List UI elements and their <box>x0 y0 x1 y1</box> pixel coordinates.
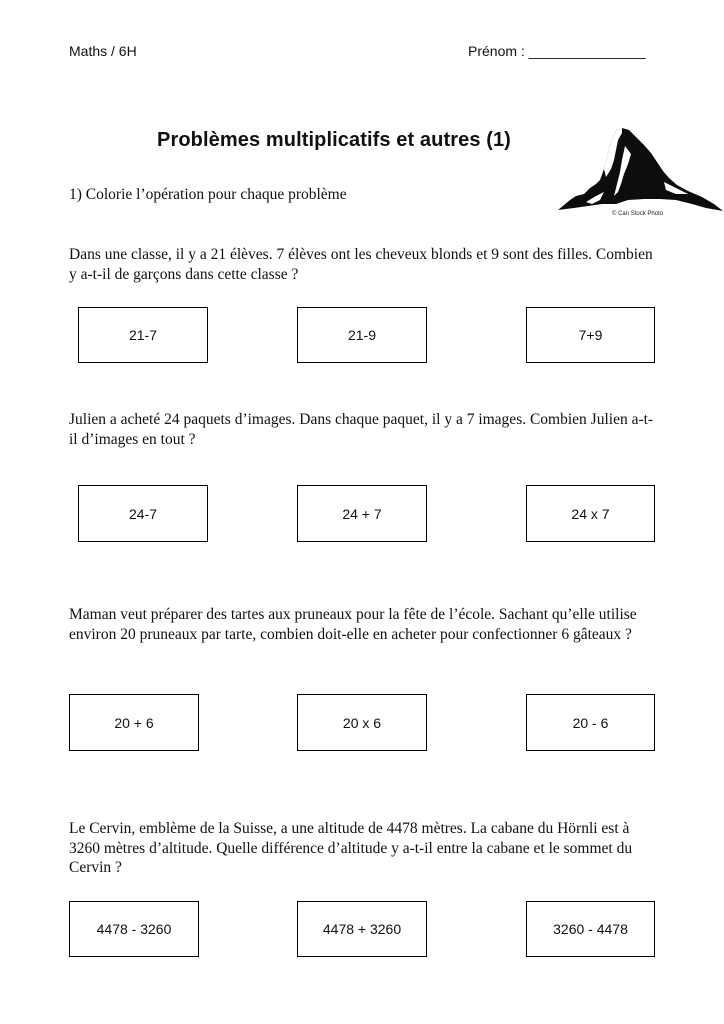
problem-text: Dans une classe, il y a 21 élèves. 7 élèves ont les cheveux blonds et 9 sont des filles. Combien y a-t-il de garçons dans cette classe ? <box>69 246 653 283</box>
problem-text: Maman veut préparer des tartes aux pruneaux pour la fête de l’école. Sachant qu’elle utilise environ 20 pruneaux par tarte, combien doit-elle en acheter pour confectionner 6 gâteaux ? <box>69 606 637 643</box>
option-box[interactable]: 21-9 <box>297 307 427 363</box>
option-box[interactable]: 3260 - 4478 <box>526 901 655 957</box>
option-box[interactable]: 24 x 7 <box>526 485 655 542</box>
name-field-label: Prénom : _______________ <box>468 43 646 59</box>
option-box[interactable]: 20 x 6 <box>297 694 427 751</box>
matterhorn-icon <box>556 124 724 224</box>
option-box[interactable]: 24 + 7 <box>297 485 427 542</box>
option-box[interactable]: 4478 + 3260 <box>297 901 427 957</box>
photo-credit: © Can Stock Photo <box>612 211 664 217</box>
problem-text: Le Cervin, emblème de la Suisse, a une altitude de 4478 mètres. La cabane du Hörnli est à 3260 mètres d’altitude. Quelle différence d’altitude y a-t-il entre la cabane et le sommet du Cervin ? <box>69 820 633 876</box>
option-box[interactable]: 24-7 <box>78 485 208 542</box>
problem-text: Julien a acheté 24 paquets d’images. Dans chaque paquet, il y a 7 images. Combien Julien a-t-il d’images en tout ? <box>69 411 654 448</box>
option-box[interactable]: 20 + 6 <box>69 694 199 751</box>
option-box[interactable]: 20 - 6 <box>526 694 655 751</box>
option-box[interactable]: 4478 - 3260 <box>69 901 199 957</box>
question-instruction: 1) Colorie l’opération pour chaque problème <box>69 186 347 203</box>
subject-label: Maths / 6H <box>69 43 137 59</box>
page-title: Problèmes multiplicatifs et autres (1) <box>157 129 511 151</box>
option-box[interactable]: 7+9 <box>526 307 655 363</box>
option-box[interactable]: 21-7 <box>78 307 208 363</box>
